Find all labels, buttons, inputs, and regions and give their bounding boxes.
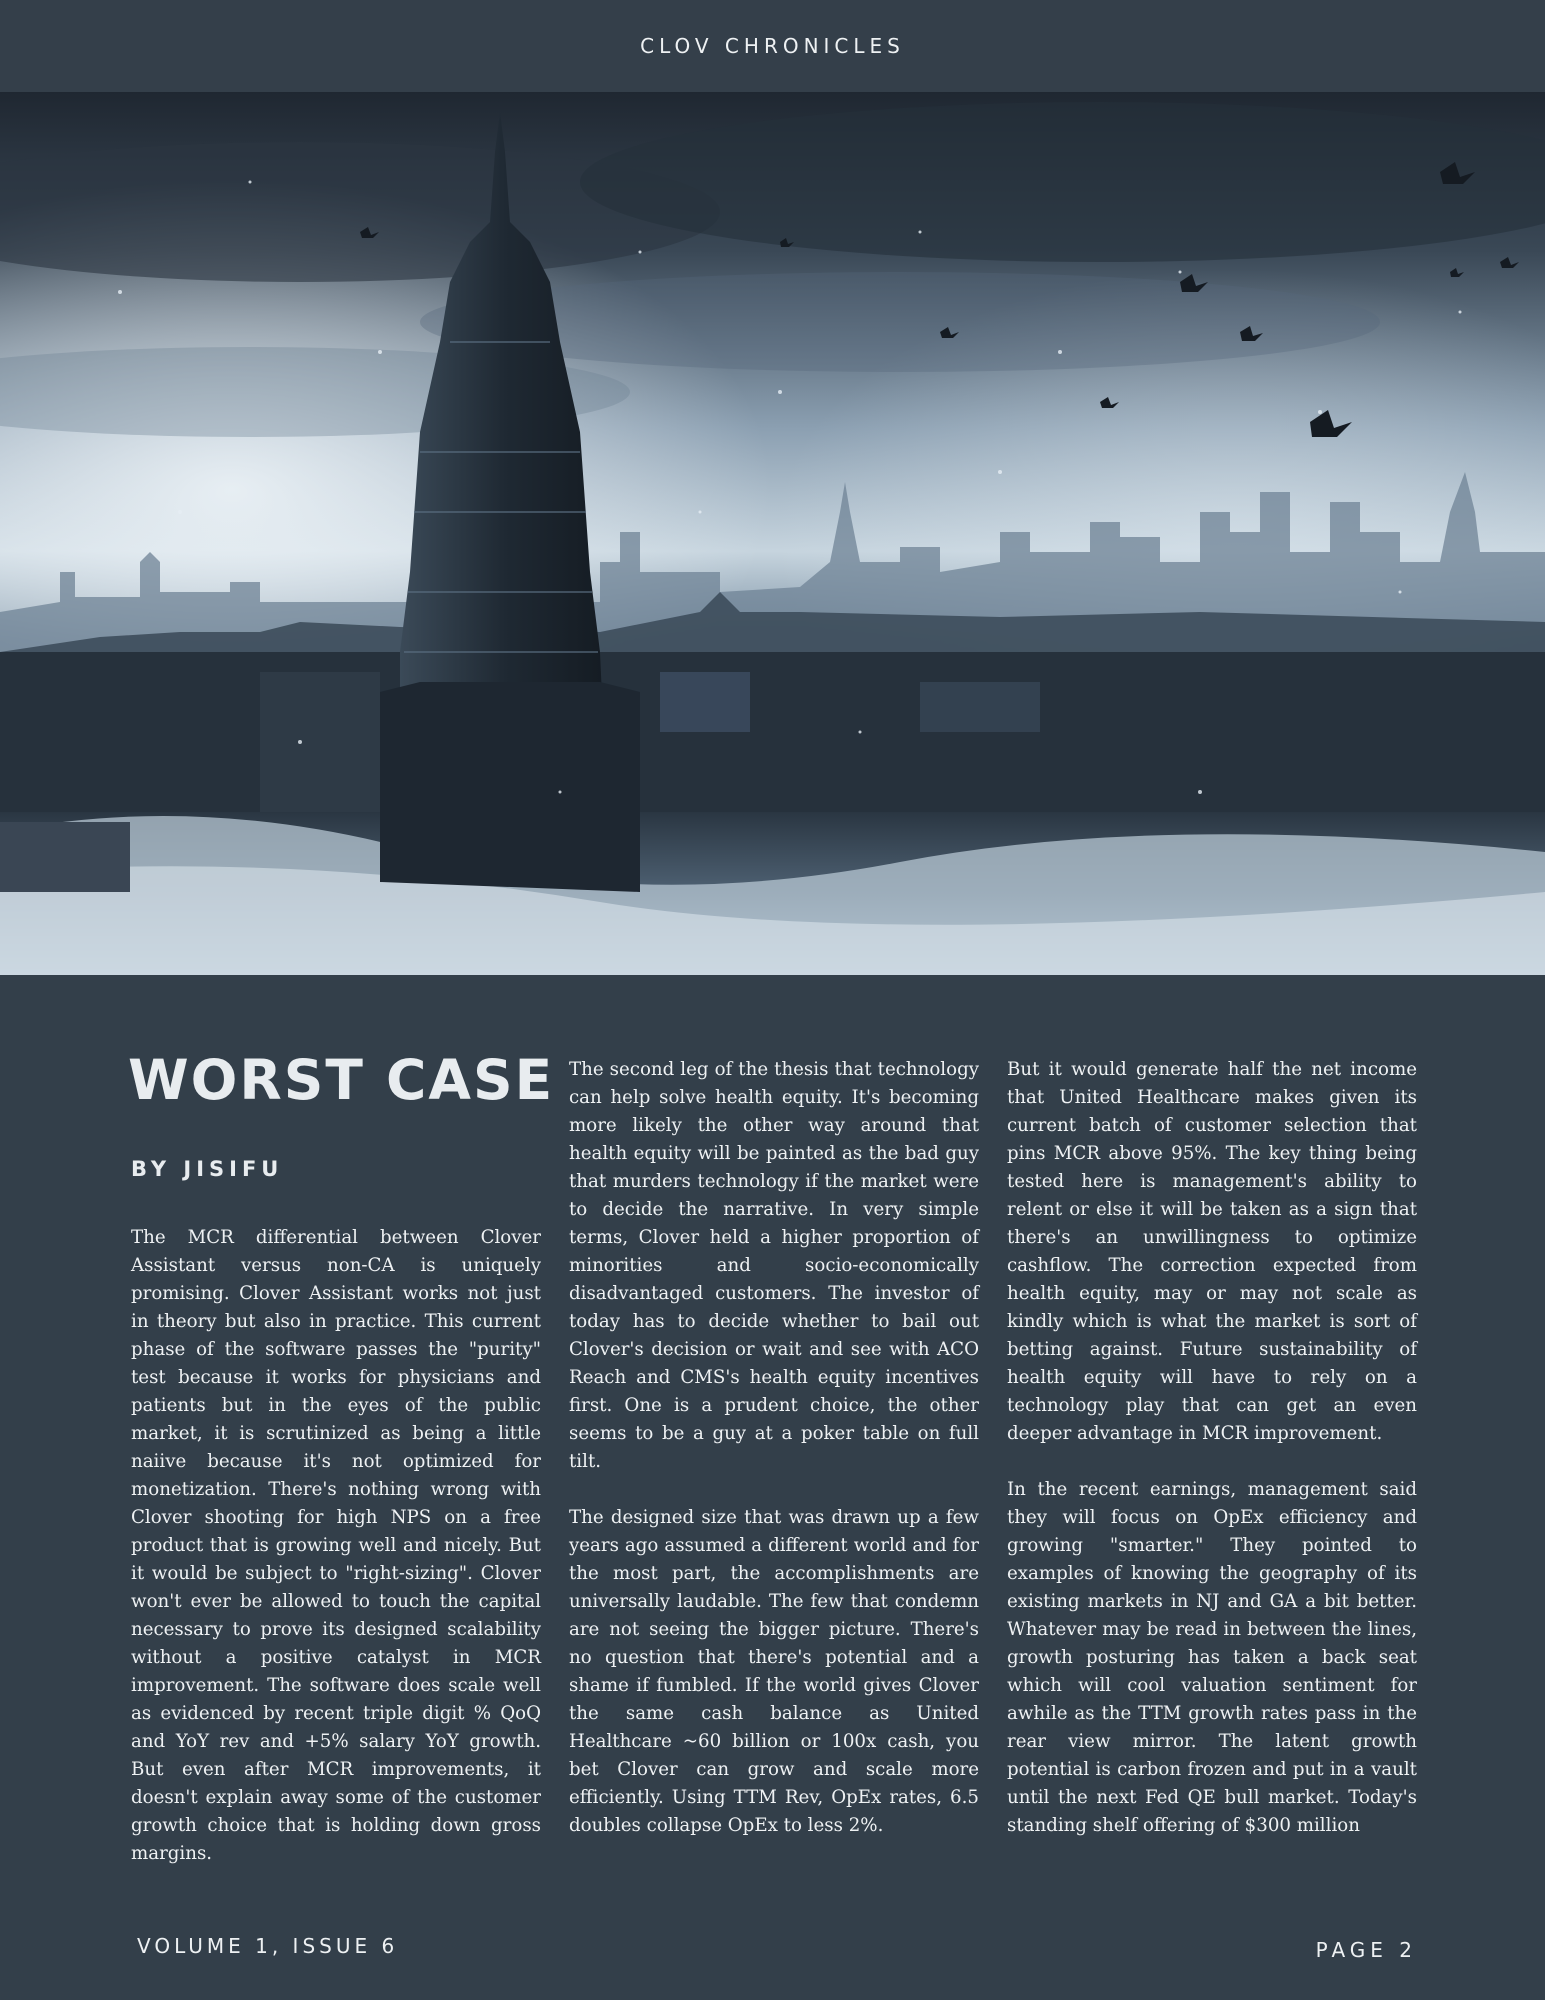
masthead xyxy=(0,0,1545,92)
article-headline: WORST CASE xyxy=(128,1048,555,1112)
article-byline: BY JISIFU xyxy=(131,1157,284,1181)
page-number: PAGE 2 xyxy=(1315,1938,1417,1962)
hero-image xyxy=(0,92,1545,975)
publication-title: CLOV CHRONICLES xyxy=(640,34,905,58)
frozen-city-illustration xyxy=(0,92,1545,975)
article-column-2 xyxy=(569,1056,979,1840)
article-column-1 xyxy=(131,1224,541,1868)
paragraph: The second leg of the thesis that technology can help solve health equity. It's becoming more likely the other way around that health equity will be painted as the bad guy that murders technology if the market were to decide the narrative. In very simple terms, Clover held a higher proportion of minorities and socio-economically disadvantaged customers. The investor of today has to decide whether to bail out Clover's decision or wait and see with ACO Reach and CMS's health equity incentives first. One is a prudent choice, the other seems to be a guy at a poker table on full tilt. xyxy=(569,1059,979,1472)
paragraph: But it would generate half the net income that United Healthcare makes given its current batch of customer selection that pins MCR above 95%. The key thing being tested here is management's ability to relent or else it will be taken as a sign that there's an unwillingness to optimize cashflow. The correction expected from health equity, may or may not scale as kindly which is what the market is sort of betting against. Future sustainability of health equity will have to rely on a technology play that can get an even deeper advantage in MCR improvement. xyxy=(1007,1059,1417,1444)
paragraph: The MCR differential between Clover Assistant versus non-CA is uniquely promising. Clover Assistant works not just in theory but also in practice. This current phase of the software passes the "purity" test because it works for physicians and patients but in the eyes of the public market, it is scrutinized as being a little naiive because it's not optimized for monetization. There's nothing wrong with Clover shooting for high NPS on a free product that is growing well and nicely. But it would be subject to "right-sizing". Clover won't ever be allowed to touch the capital necessary to prove its designed scalability without a positive catalyst in MCR improvement. The software does scale well as evidenced by recent triple digit % QoQ and YoY rev and +5% salary YoY growth. But even after MCR improvements, it doesn't explain away some of the customer growth choice that is holding down gross margins. xyxy=(131,1227,541,1864)
issue-number: VOLUME 1, ISSUE 6 xyxy=(137,1934,399,1958)
article-column-3 xyxy=(1007,1056,1417,1840)
paragraph: The designed size that was drawn up a few years ago assumed a different world and for the most part, the accomplishments are universally laudable. The few that condemn are not seeing the bigger picture. There's no question that there's potential and a shame if fumbled. If the world gives Clover the same cash balance as United Healthcare ~60 billion or 100x cash, you bet Clover can grow and scale more efficiently. Using TTM Rev, OpEx rates, 6.5 doubles collapse OpEx to less 2%. xyxy=(569,1507,979,1836)
paragraph: In the recent earnings, management said they will focus on OpEx efficiency and growing "smarter." They pointed to examples of knowing the geography of its existing markets in NJ and GA a bit better. Whatever may be read in between the lines, growth posturing has taken a back seat which will cool valuation sentiment for awhile as the TTM growth rates pass in the rear view mirror. The latent growth potential is carbon frozen and put in a vault until the next Fed QE bull market. Today's standing shelf offering of $300 million xyxy=(1007,1479,1417,1836)
